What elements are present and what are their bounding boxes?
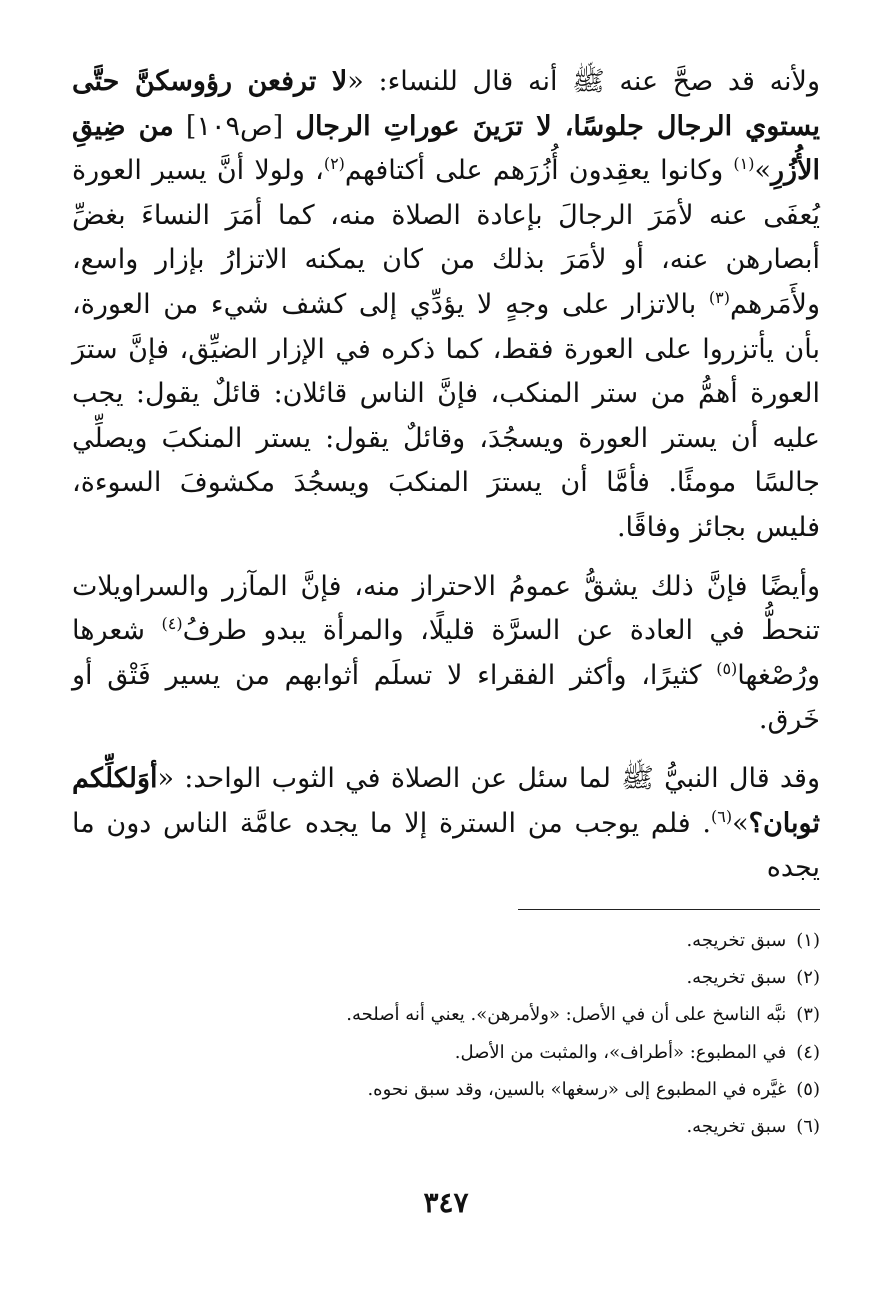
footnote-text: سبق تخريجه.	[686, 967, 787, 989]
footnote-separator	[518, 909, 820, 910]
text-segment: بالاتزار على وجهٍ لا يؤدِّي إلى كشف شيء من العورة، بأن يأتزروا على العورة فقط، كما ذكره في الإزار الضيِّق، فإنَّ سترَ العورة أهمُّ من ستر المنكب، فإنَّ الناس قائلان: قائلٌ يقول: يجب عليه أن يستر العورة ويسجُدَ، وقائلٌ يقول: يستر المنكبَ ويصلِّي جالسًا مومئًا. فأمَّا أن يسترَ المنكبَ ويسجُدَ مكشوفَ السوءة، فليس بجائز وفاقًا.	[72, 288, 820, 543]
footnote-number: (٢)	[796, 967, 820, 989]
page-marker: [ص١٠٩]	[173, 110, 296, 142]
text-segment: ولأنه قد صحَّ عنه ﷺ أنه قال للنساء: «	[347, 66, 820, 97]
hadith-quote: من ضِيقِ الأُزُرِ	[72, 110, 820, 187]
footnote-text: في المطبوع: «أطراف»، والمثبت من الأصل.	[454, 1041, 787, 1063]
footnote-text: سبق تخريجه.	[686, 930, 787, 951]
footnotes	[72, 922, 820, 1145]
footnote-5	[72, 1071, 820, 1108]
quote-close: »	[754, 155, 772, 187]
page-number: ٣٤٧	[423, 1186, 469, 1219]
paragraph-1	[72, 60, 820, 551]
text-segment: ، ولولا أنَّ يسير العورة يُعفَى عنه لأمَرَ الرجالَ بإعادة الصلاة منه، كما أمَرَ النساءَ بغضِّ أبصارهن عنه، أو لأمَرَ بذلك من كان يمكنه الاتزارُ بإزار واسع، ولأَمَرهم	[72, 155, 820, 320]
footnote-number: (١)	[796, 930, 820, 951]
paragraph-2	[72, 565, 820, 743]
footnote-2	[72, 959, 820, 996]
text-segment: كثيرًا، وأكثر الفقراء لا تسلَم أثوابهم من يسير فَتْق أو خَرق.	[72, 659, 820, 736]
text-segment: وأيضًا فإنَّ ذلك يشقُّ عمومُ الاحتراز منه، فإنَّ المآزر والسراويلات تنحطُّ في العادة عن السرَّة قليلًا، والمرأة يبدو طرفُ	[72, 570, 820, 647]
footnote-ref-2: (٢)	[323, 154, 345, 174]
footnote-6	[72, 1108, 820, 1145]
footnote-ref-1: (١)	[733, 154, 755, 174]
footnote-ref-6: (٦)	[711, 806, 733, 826]
text-segment: . فلم يوجب من السترة إلا ما يجده عامَّة الناس دون ما يجده	[72, 807, 820, 884]
footnote-ref-4: (٤)	[161, 614, 183, 634]
hadith-quote: أوَلكلِّكم ثوبان؟	[72, 762, 820, 839]
footnote-3	[72, 996, 820, 1033]
hadith-quote: لا ترفعن رؤوسكنَّ حتَّى يستوي الرجال جلوسًا، لا ترَينَ عوراتِ الرجال	[72, 66, 820, 142]
footnote-number: (٥)	[796, 1078, 820, 1100]
paragraph-3	[72, 757, 820, 891]
footnote-number: (٤)	[796, 1041, 820, 1063]
footnote-ref-3: (٣)	[708, 287, 730, 307]
footnote-text: نبَّه الناسخ على أن في الأصل: «ولأمرهن». يعني أنه أصلحه.	[346, 1004, 787, 1026]
footnote-text: سبق تخريجه.	[686, 1115, 787, 1137]
footnote-text: غيَّره في المطبوع إلى «رسغها» بالسين، وقد سبق نحوه.	[367, 1078, 787, 1100]
footnote-1	[72, 922, 820, 959]
footnote-number: (٣)	[796, 1004, 820, 1026]
footnote-ref-5: (٥)	[716, 658, 738, 678]
quote-close: »	[732, 807, 749, 839]
text-segment: وقد قال النبيُّ ﷺ لما سئل عن الصلاة في الثوب الواحد: «	[157, 762, 820, 794]
footnote-4	[72, 1034, 820, 1071]
text-segment: شعرها ورُصْغها	[72, 615, 820, 691]
footnote-number: (٦)	[796, 1115, 820, 1137]
main-text	[72, 60, 820, 891]
text-segment: وكانوا يعقِدون أُزُرَهم على أكتافهم	[344, 155, 734, 187]
